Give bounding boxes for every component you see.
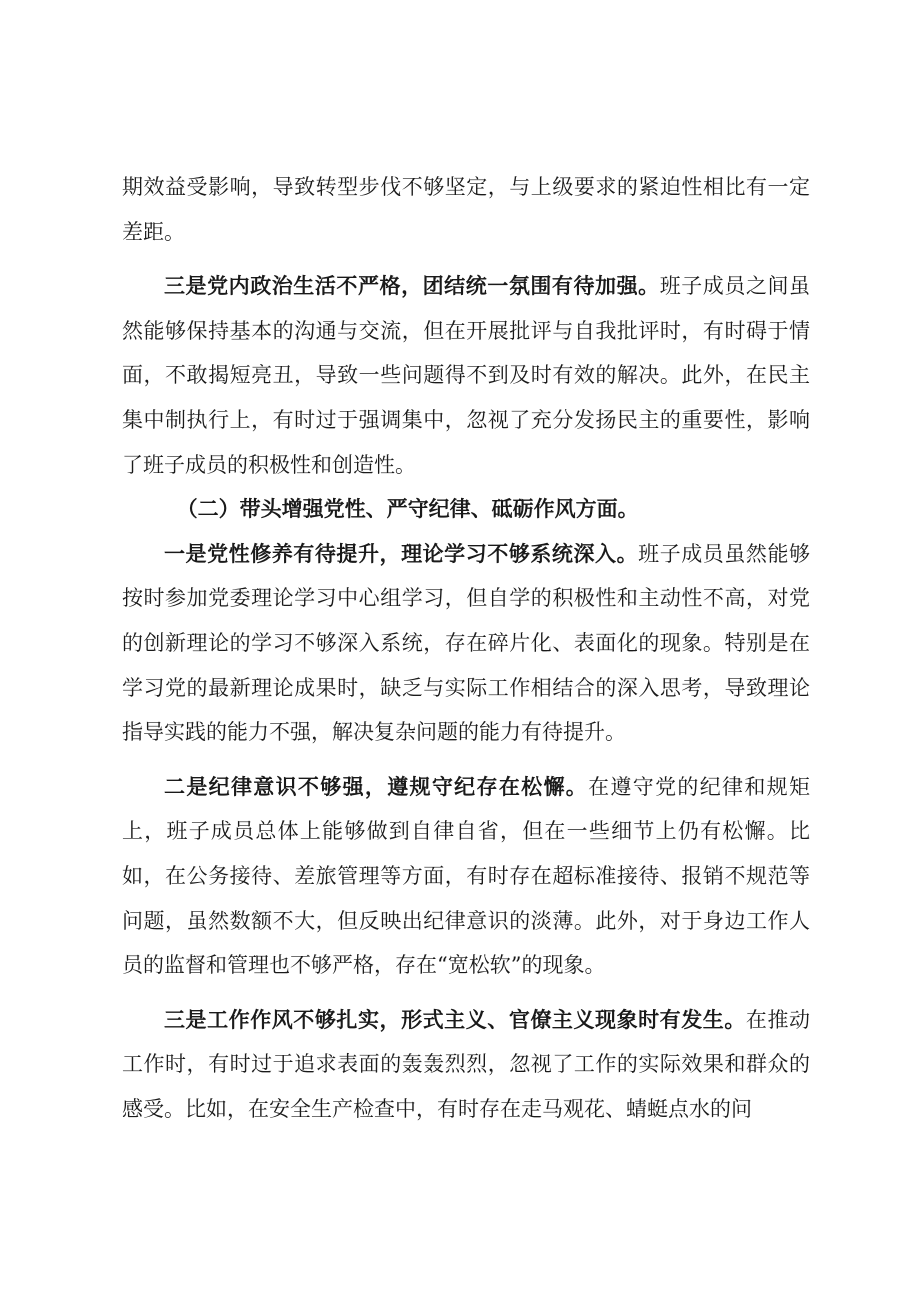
document-body xyxy=(122,165,810,1131)
section-heading: （二）带头增强党性、严守纪律、砥砺作风方面。 xyxy=(176,497,639,522)
paragraph-body: 在推动工作时，有时过于追求表面的轰轰烈烈，忽视了工作的实际效果和群众的感受。比如，在安全生产检查中，有时存在走马观花、蜻蜓点水的问 xyxy=(122,1007,811,1121)
paragraph-lead: 三是党内政治生活不严格，团结统一氛围有待加强。 xyxy=(164,274,660,299)
paragraph-work-style xyxy=(122,998,810,1132)
paragraph-political-life xyxy=(122,264,810,487)
paragraph-party-spirit xyxy=(122,532,810,755)
paragraph-body: 在遵守党的纪律和规矩上，班子成员总体上能够做到自律自省，但在一些细节上仍有松懈。比如，在公务接待、差旅管理等方面，有时存在超标准接待、报销不规范等问题，虽然数额不大，但反映出纪律意识的淡薄。此外，对于身边工作人员的监督和管理也不够严格，存在“宽松软”的现象。 xyxy=(122,774,811,978)
paragraph-body: 班子成员虽然能够按时参加党委理论学习中心组学习，但自学的积极性和主动性不高，对党的创新理论的学习不够深入系统，存在碎片化、表面化的现象。特别是在学习党的最新理论成果时，缺乏与实际工作相结合的深入思考，导致理论指导实践的能力不强，解决复杂问题的能力有待提升。 xyxy=(122,541,811,745)
paragraph-body: 期效益受影响，导致转型步伐不够坚定，与上级要求的紧迫性相比有一定差距。 xyxy=(122,175,810,244)
paragraph-discipline xyxy=(122,765,810,988)
paragraph-continuation xyxy=(122,165,810,254)
paragraph-lead: 三是工作作风不够扎实，形式主义、官僚主义现象时有发生。 xyxy=(164,1007,746,1032)
paragraph-body: 班子成员之间虽然能够保持基本的沟通与交流，但在开展批评与自我批评时，有时碍于情面，不敢揭短亮丑，导致一些问题得不到及时有效的解决。此外，在民主集中制执行上，有时过于强调集中，忽视了充分发扬民主的重要性，影响了班子成员的积极性和创造性。 xyxy=(122,274,810,477)
paragraph-lead: 二是纪律意识不够强，遵规守纪存在松懈。 xyxy=(164,774,589,799)
paragraph-lead: 一是党性修养有待提升，理论学习不够系统深入。 xyxy=(164,541,639,566)
